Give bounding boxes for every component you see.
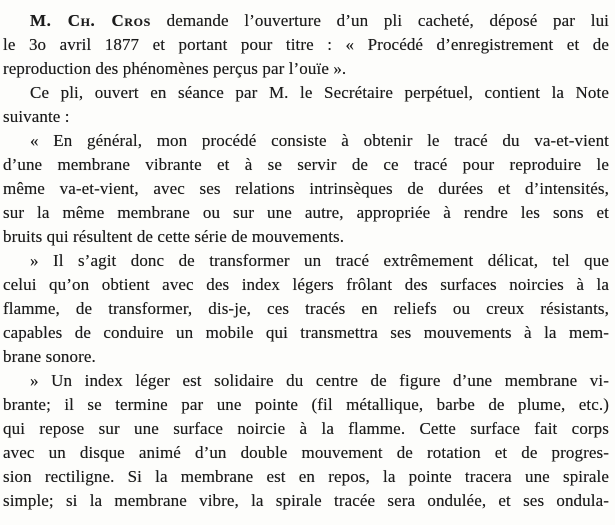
paragraph-note-1 bbox=[3, 129, 609, 249]
text-line: même va-et-vient, avec ses relations intrinsèques de durées et d’intensités, bbox=[3, 179, 609, 198]
text-line: sion rectiligne. Si la membrane est en repos, la pointe tracera une spirale bbox=[3, 467, 609, 486]
text-line: sur la même membrane ou sur une autre, appropriée à rendre les sons et bbox=[3, 203, 609, 222]
text-line: brante; il se termine par une pointe (fil métallique, barbe de plume, etc.) bbox=[3, 395, 609, 414]
text-line: » Un index léger est solidaire du centre de figure d’une membrane vi- bbox=[30, 371, 609, 390]
text-line: suivante : bbox=[3, 107, 70, 126]
text-line: » Il s’agit donc de transformer un tracé extrêmement délicat, tel que bbox=[30, 251, 609, 270]
paragraph-intro bbox=[3, 9, 609, 81]
text-line: reproduction des phénomènes perçus par l’ouïe ». bbox=[3, 59, 347, 78]
text-line: simple; si la membrane vibre, la spirale tracée sera ondulée, et ses ondula- bbox=[3, 491, 609, 510]
text-line: brane sonore. bbox=[3, 347, 96, 366]
text-line: Ce pli, ouvert en séance par M. le Secrétaire perpétuel, contient la Note bbox=[30, 83, 609, 102]
speaker-name: M. Ch. Cros bbox=[30, 11, 151, 30]
text-line bbox=[3, 9, 609, 33]
line-text: demande l’ouverture d’un pli cacheté, déposé par lui bbox=[150, 11, 609, 30]
text-line: flamme, de transformer, dis-je, ces tracés en reliefs ou creux résistants, bbox=[3, 299, 609, 318]
paragraph-note-3 bbox=[3, 369, 609, 513]
paragraph-note-2 bbox=[3, 249, 609, 369]
text-line: avec un disque animé d’un double mouvement de rotation et de progres- bbox=[3, 443, 609, 462]
text-line: « En général, mon procédé consiste à obtenir le tracé du va-et-vient bbox=[30, 131, 609, 150]
text-line: le 3o avril 1877 et portant pour titre : « Procédé d’enregistrement et de bbox=[3, 35, 609, 54]
text-line: bruits qui résultent de cette série de mouvements. bbox=[3, 227, 345, 246]
paragraph-seance bbox=[3, 81, 609, 129]
text-line: qui repose sur une surface noircie à la flamme. Cette surface fait corps bbox=[3, 419, 609, 438]
text-line: capables de conduire un mobile qui transmettra ses mouvements à la mem- bbox=[3, 323, 609, 342]
text-line: d’une membrane vibrante et à se servir de ce tracé pour reproduire le bbox=[3, 155, 609, 174]
text-line: celui qu’on obtient avec des index légers frôlant des surfaces noircies à la bbox=[3, 275, 609, 294]
